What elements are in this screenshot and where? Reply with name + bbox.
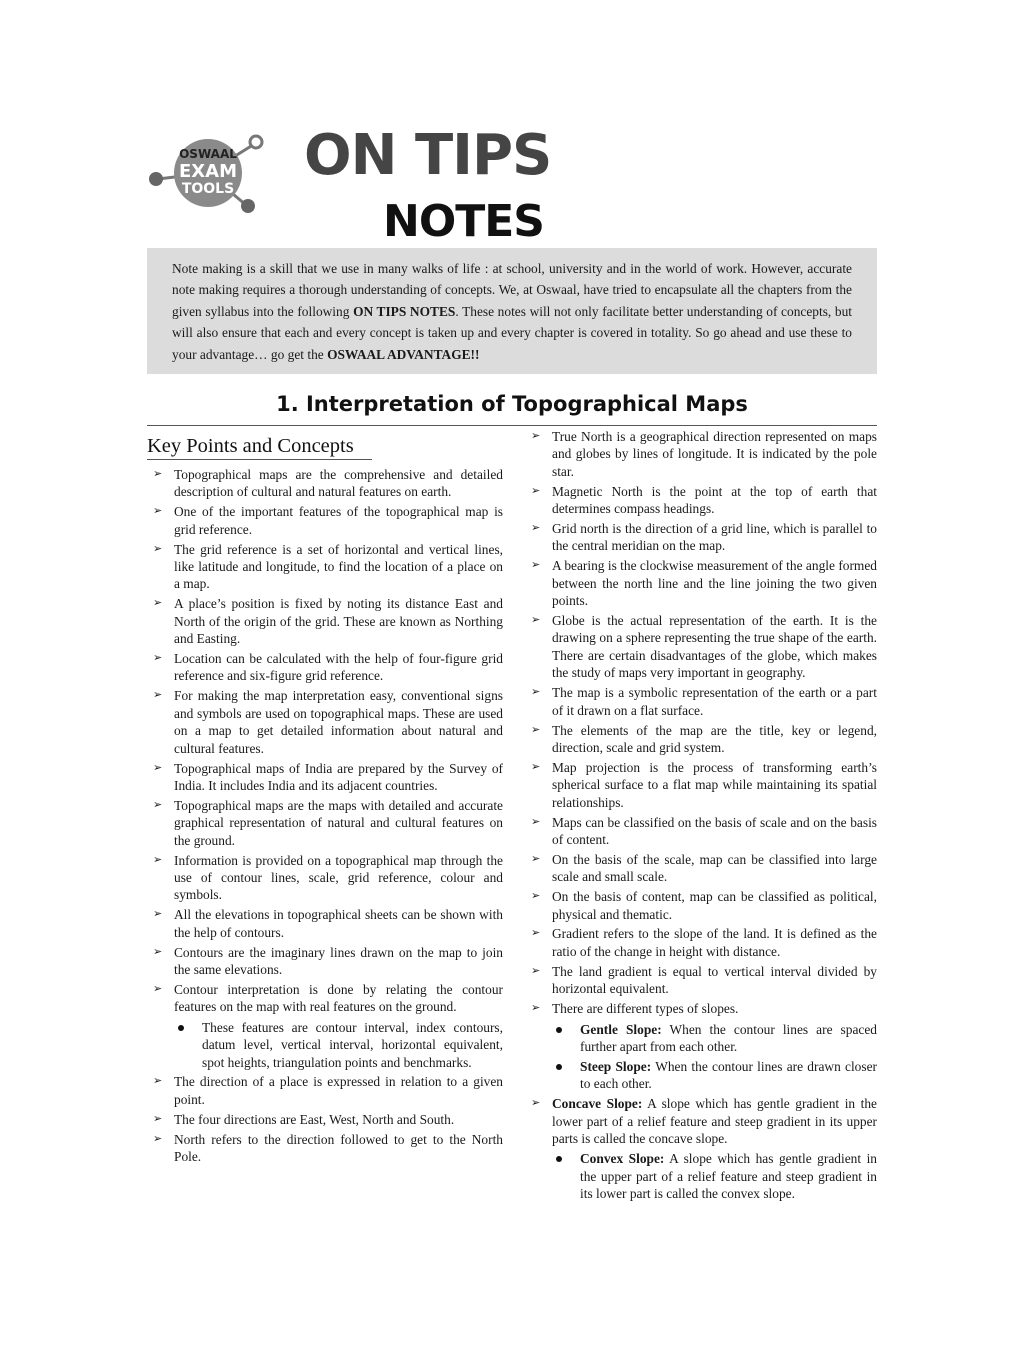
intro-box: [147, 248, 877, 374]
svg-text:EXAM: EXAM: [178, 161, 238, 182]
arrowhead-bullet-icon: ➢: [153, 908, 163, 921]
arrowhead-bullet-icon: ➢: [531, 815, 541, 828]
list-item: ➢ North refers to the direction followed to get to the North Pole.: [153, 1131, 503, 1165]
right-column: [525, 428, 877, 1205]
list-item: ➢ Contour interpretation is done by relating the contour features on the map with real features on the ground. These features are contour interval, index contours, datum level, vertical interval, horizontal equivalent, spot heights, triangulation points and benchmarks.: [153, 981, 503, 1070]
list-item: ➢ Globe is the actual representation of the earth. It is the drawing on a sphere representing the true shape of the earth. There are certain disadvantages of the globe, which makes the study of maps very important in geography.: [531, 613, 877, 681]
sub-list-item: These features are contour interval, index contours, datum level, vertical interval, horizontal equivalent, spot heights, triangulation points and benchmarks.: [174, 1019, 503, 1071]
left-points-list: [147, 466, 503, 1165]
arrowhead-bullet-icon: ➢: [153, 982, 163, 995]
page-title-line1: ON TIPS: [304, 123, 552, 188]
sub-list-item-steep-slope: Steep Slope: When the contour lines are drawn closer to each other.: [552, 1058, 877, 1093]
arrowhead-bullet-icon: ➢: [531, 430, 541, 442]
svg-text:OSWAAL: OSWAAL: [179, 147, 237, 161]
logo-graphic: [146, 133, 268, 215]
arrowhead-bullet-icon: ➢: [531, 614, 541, 627]
arrowhead-bullet-icon: ➢: [153, 597, 163, 610]
chapter-title: 1. Interpretation of Topographical Maps: [276, 392, 748, 416]
arrowhead-bullet-icon: ➢: [531, 890, 541, 903]
intro-bold-on-tips-notes: ON TIPS NOTES: [353, 303, 456, 319]
list-item: ➢ Contours are the imaginary lines drawn on the map to join the same elevations.: [153, 944, 503, 977]
list-item: ➢ A place’s position is fixed by noting its distance East and North of the origin of the grid. These are known as Northing and Easting.: [153, 596, 503, 647]
sub-list: [552, 1150, 877, 1202]
section-title: Key Points and Concepts: [147, 435, 354, 457]
list-item: ➢ The elements of the map are the title, key or legend, direction, scale and grid system.: [531, 722, 877, 755]
arrowhead-bullet-icon: ➢: [531, 1097, 541, 1110]
arrowhead-bullet-icon: ➢: [153, 853, 163, 866]
arrowhead-bullet-icon: ➢: [153, 761, 163, 774]
arrowhead-bullet-icon: ➢: [153, 945, 163, 958]
list-item: ➢ True North is a geographical direction represented on maps and globes by lines of longitude. It is indicated by the pole star.: [531, 429, 877, 479]
intro-text-part2: . These notes will not only facilitate better understanding of concepts, but will also ensure that each and every concept is taken up and every chapter is covered in totality. So go ahead and use these to your advantage… go get the: [172, 303, 852, 362]
list-item: ➢ Grid north is the direction of a grid line, which is parallel to the central meridian on the map.: [531, 521, 877, 554]
list-item: ➢ The land gradient is equal to vertical interval divided by horizontal equivalent.: [531, 963, 877, 997]
arrowhead-bullet-icon: ➢: [153, 1112, 163, 1125]
list-item: ➢ Topographical maps of India are prepared by the Survey of India. It includes India and its adjacent countries.: [153, 760, 503, 793]
list-item: ➢ There are different types of slopes. Gentle Slope: When the contour lines are spaced further apart from each other. Steep Slope: When the contour lines are drawn closer to each other.: [531, 1001, 877, 1092]
section-divider: [147, 459, 372, 460]
arrowhead-bullet-icon: ➢: [531, 522, 541, 535]
arrowhead-bullet-icon: ➢: [531, 1002, 541, 1015]
svg-text:TOOLS: TOOLS: [181, 181, 235, 197]
arrowhead-bullet-icon: ➢: [531, 686, 541, 699]
list-item: ➢ One of the important features of the topographical map is grid reference.: [153, 504, 503, 537]
arrowhead-bullet-icon: ➢: [153, 798, 163, 811]
list-item: ➢ On the basis of content, map can be classified as political, physical and thematic.: [531, 889, 877, 922]
list-item: ➢ The grid reference is a set of horizontal and vertical lines, like latitude and longitude, to find the location of a place on a map.: [153, 541, 503, 592]
filled-circle-bullet-icon: [556, 1156, 562, 1162]
arrowhead-bullet-icon: ➢: [531, 559, 541, 572]
intro-text-part1: Note making is a skill that we use in many walks of life : at school, university and in the world of work. However, accurate note making requires a thorough understanding of concepts. We, at Oswaal, have tried to encapsulate all the chapters from the given syllabus into the following: [172, 261, 852, 319]
intro-paragraph: [172, 258, 852, 365]
arrowhead-bullet-icon: ➢: [153, 505, 163, 518]
arrowhead-bullet-icon: ➢: [153, 652, 163, 665]
list-item: ➢ Topographical maps are the comprehensive and detailed description of cultural and natural features on earth.: [153, 467, 503, 500]
sub-list-item-gentle-slope: Gentle Slope: When the contour lines are spaced further apart from each other.: [552, 1021, 877, 1056]
left-column: [147, 430, 503, 1168]
arrowhead-bullet-icon: ➢: [531, 484, 541, 497]
arrowhead-bullet-icon: ➢: [153, 1075, 163, 1088]
arrowhead-bullet-icon: ➢: [153, 542, 163, 555]
arrowhead-bullet-icon: ➢: [531, 760, 541, 773]
filled-circle-bullet-icon: [556, 1027, 562, 1033]
arrowhead-bullet-icon: ➢: [531, 852, 541, 865]
arrowhead-bullet-icon: ➢: [153, 468, 163, 480]
arrowhead-bullet-icon: ➢: [531, 723, 541, 736]
list-item: ➢ Topographical maps are the maps with detailed and accurate graphical representation of natural and cultural features on the ground.: [153, 797, 503, 848]
list-item: ➢ The direction of a place is expressed in relation to a given point.: [153, 1074, 503, 1107]
filled-circle-bullet-icon: [556, 1064, 562, 1070]
slope-types-list: [552, 1021, 877, 1093]
list-item: ➢ Location can be calculated with the help of four-figure grid reference and six-figure grid reference.: [153, 651, 503, 684]
sub-list: [174, 1019, 503, 1071]
list-item: ➢ All the elevations in topographical sheets can be shown with the help of contours.: [153, 907, 503, 940]
list-item: ➢ Gradient refers to the slope of the land. It is defined as the ratio of the change in height with distance.: [531, 926, 877, 959]
list-item: ➢ Magnetic North is the point at the top of earth that determines compass headings.: [531, 483, 877, 517]
right-points-list: [525, 428, 877, 1203]
list-item: ➢ On the basis of the scale, map can be classified into large scale and small scale.: [531, 851, 877, 885]
list-item: ➢ The map is a symbolic representation of the earth or a part of it drawn on a flat surface.: [531, 685, 877, 718]
filled-circle-bullet-icon: [178, 1025, 184, 1031]
list-item: ➢ Information is provided on a topographical map through the use of contour lines, scale, grid reference, colour and symbols.: [153, 852, 503, 903]
oswaal-exam-tools-logo: [146, 133, 268, 215]
intro-bold-oswaal-advantage: OSWAAL ADVANTAGE!!: [327, 346, 480, 362]
list-item: ➢ Map projection is the process of transforming earth’s spherical surface to a flat map while maintaining its spatial relationships.: [531, 759, 877, 810]
list-item: ➢ A bearing is the clockwise measurement of the angle formed between the north line and the line joining the two given points.: [531, 558, 877, 609]
arrowhead-bullet-icon: ➢: [153, 689, 163, 702]
sub-list-item-convex-slope: Convex Slope: A slope which has gentle gradient in the upper part of a relief feature and steep gradient in its lower part is called the convex slope.: [552, 1150, 877, 1202]
list-item: ➢ For making the map interpretation easy, conventional signs and symbols are used on topographical maps. These are used on a map to get detailed information about natural and cultural features.: [153, 688, 503, 756]
list-item: ➢ The four directions are East, West, North and South.: [153, 1111, 455, 1127]
list-item: ➢ Maps can be classified on the basis of scale and on the basis of content.: [531, 814, 877, 847]
page-title-line2: NOTES: [383, 196, 544, 247]
arrowhead-bullet-icon: ➢: [531, 964, 541, 977]
arrowhead-bullet-icon: ➢: [153, 1132, 163, 1145]
chapter-divider: [147, 425, 877, 426]
list-item-concave-slope: ➢ Concave Slope: A slope which has gentle gradient in the lower part of a relief feature and steep gradient in its upper parts is called the concave slope. Convex Slope: A slope which has gentle gradient in the upper part of a relief feature and steep gradient in its lower part is called the convex slope.: [531, 1096, 877, 1202]
arrowhead-bullet-icon: ➢: [531, 927, 541, 940]
